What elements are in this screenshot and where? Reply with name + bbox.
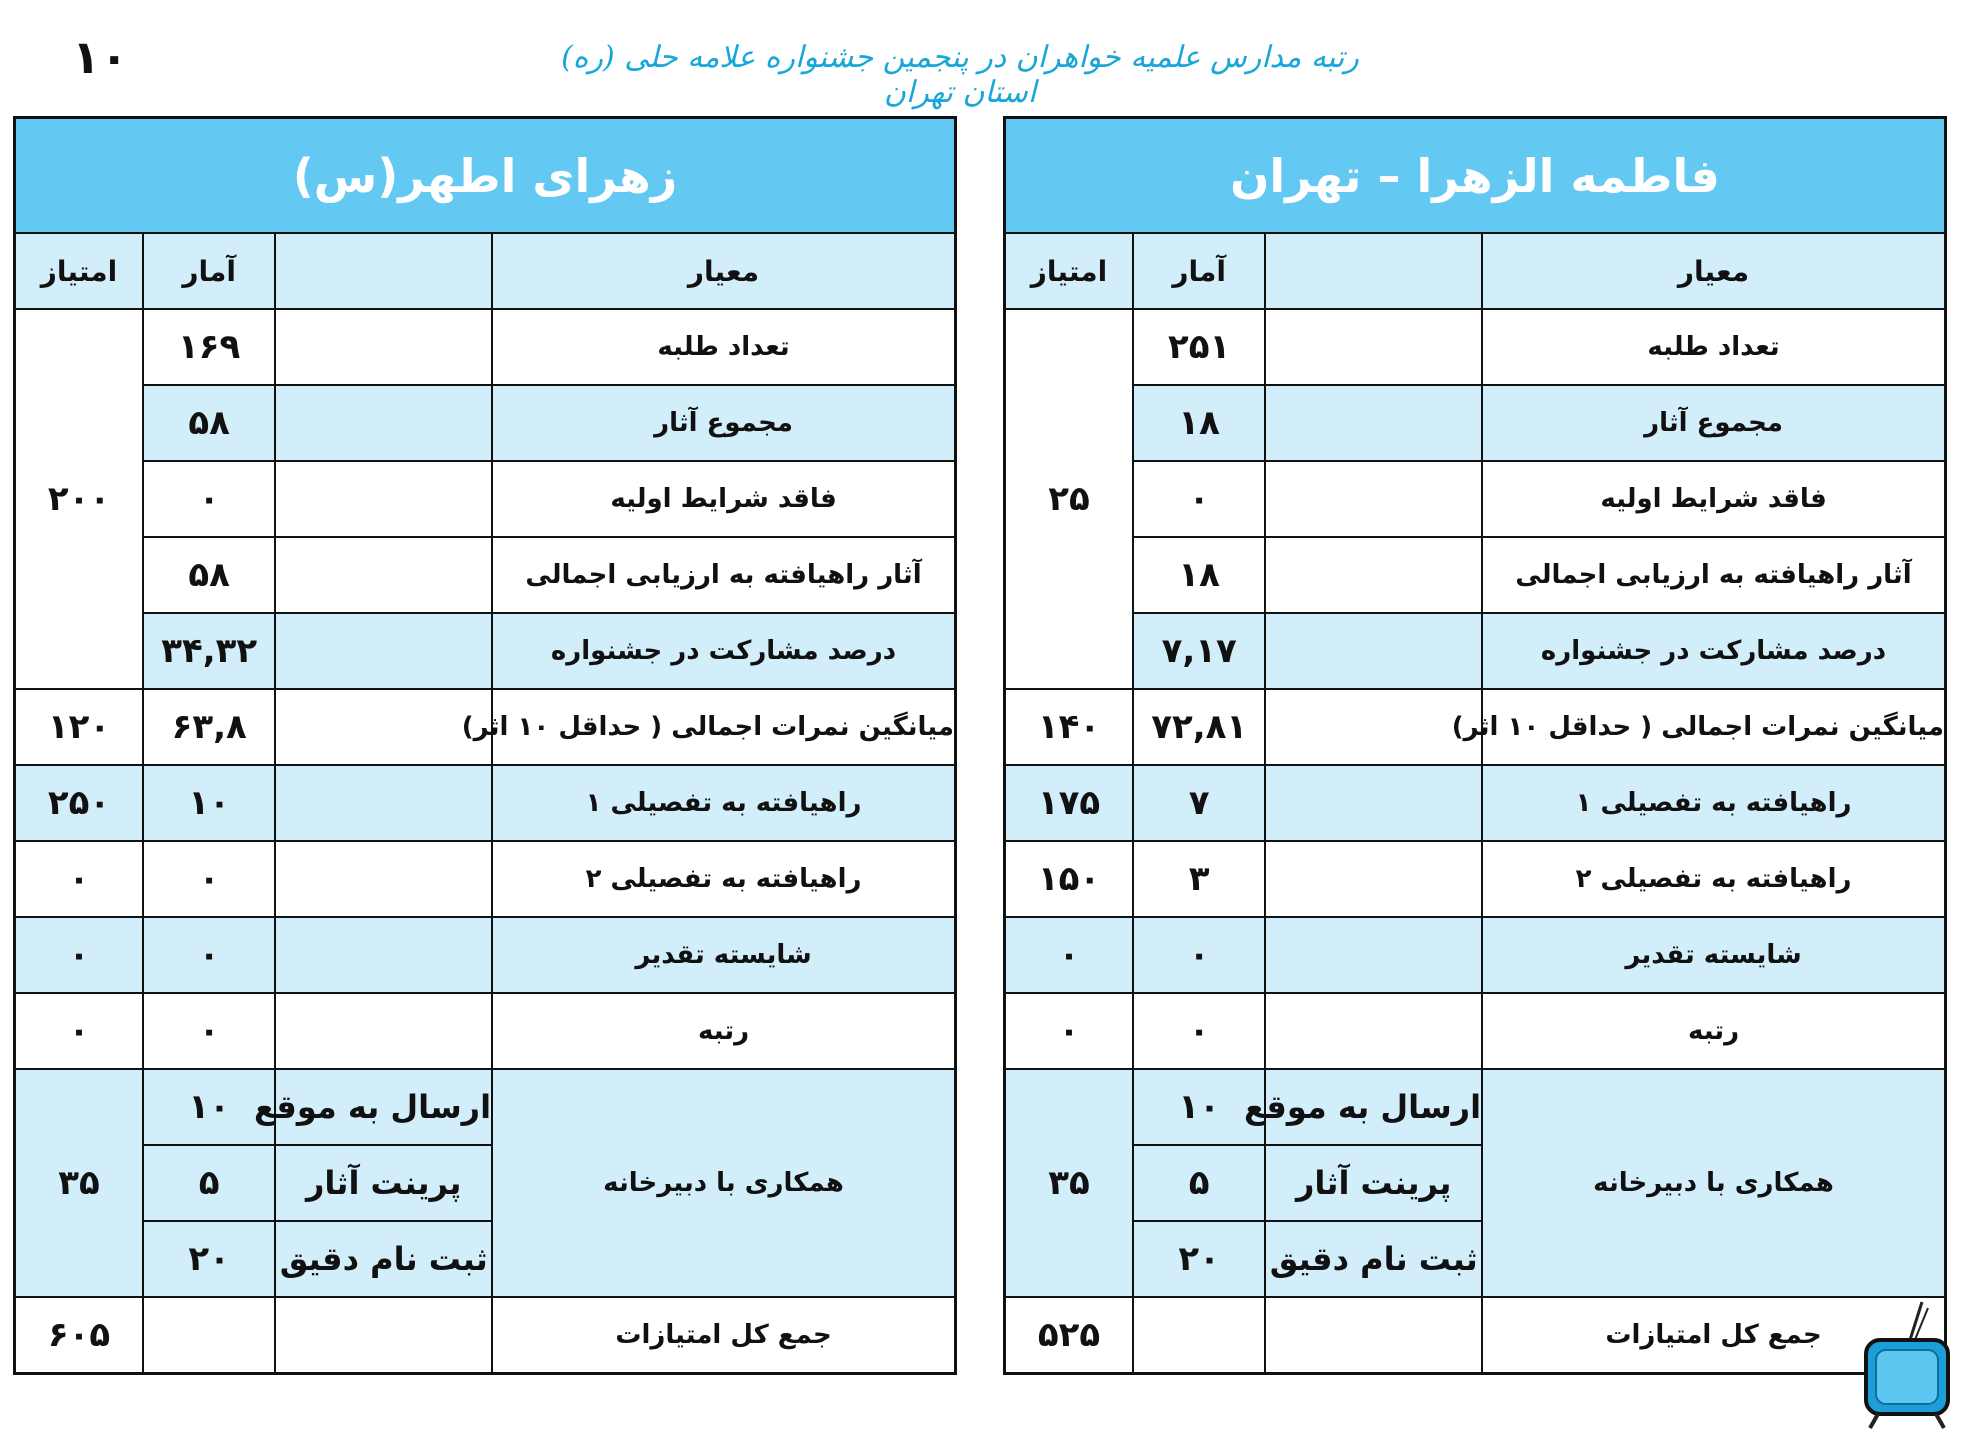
stat-value: ۳۴,۳۲ xyxy=(143,613,275,689)
row-merit xyxy=(1005,917,1946,993)
row-passed-summary xyxy=(15,537,956,613)
score-value: ۱۲۰ xyxy=(15,689,143,765)
score-value: ۰ xyxy=(15,993,143,1069)
stat-value: ۵ xyxy=(143,1145,275,1221)
row-label: فاقد شرایط اولیه xyxy=(1482,461,1945,537)
criterion-header: معیار xyxy=(1482,233,1945,309)
stat-value: ۰ xyxy=(143,993,275,1069)
stat-value: ۶۳,۸ xyxy=(143,689,275,765)
empty-cell xyxy=(1265,613,1482,689)
row-coop-send xyxy=(1005,1069,1946,1145)
row-label-cooperation: همکاری با دبیرخانه xyxy=(492,1069,955,1297)
total-score: ۶۰۵ xyxy=(15,1297,143,1373)
stat-value: ۵۸ xyxy=(143,537,275,613)
coop-sub-label: ارسال به موقع xyxy=(1265,1069,1482,1145)
empty-cell xyxy=(1265,917,1482,993)
row-label: درصد مشارکت در جشنواره xyxy=(1482,613,1945,689)
stat-value: ۳ xyxy=(1133,841,1265,917)
empty-cell xyxy=(275,309,492,385)
coop-sub-label: پرینت آثار xyxy=(1265,1145,1482,1221)
row-label: جمع کل امتیازات xyxy=(492,1297,955,1373)
row-participation xyxy=(1005,613,1946,689)
stat-value: ۲۰ xyxy=(1133,1221,1265,1297)
stat-value: ۱۰ xyxy=(143,765,275,841)
stat-value: ۰ xyxy=(143,461,275,537)
stat-value: ۵۸ xyxy=(143,385,275,461)
coop-score: ۳۵ xyxy=(1005,1069,1133,1297)
empty-cell xyxy=(1133,1297,1265,1373)
school-table-fatemeh-alzahra xyxy=(1003,116,1947,1375)
score-value: ۰ xyxy=(1005,917,1133,993)
row-label: راهیافته به تفصیلی ۱ xyxy=(492,765,955,841)
score-header: امتیاز xyxy=(15,233,143,309)
row-label: راهیافته به تفصیلی ۲ xyxy=(492,841,955,917)
row-rank xyxy=(15,993,956,1069)
row-label: آثار راهیافته به ارزیابی اجمالی xyxy=(1482,537,1945,613)
row-label: تعداد طلبه xyxy=(492,309,955,385)
row-label: میانگین نمرات اجمالی ( حداقل ۱۰ اثر) xyxy=(1482,689,1945,765)
row-label: رتبه xyxy=(492,993,955,1069)
row-not-eligible xyxy=(15,461,956,537)
row-label: میانگین نمرات اجمالی ( حداقل ۱۰ اثر) xyxy=(492,689,955,765)
empty-cell xyxy=(1265,537,1482,613)
tv-icon xyxy=(1862,1300,1952,1430)
row-summary-avg xyxy=(1005,689,1946,765)
coop-score: ۳۵ xyxy=(15,1069,143,1297)
stat-value: ۰ xyxy=(1133,917,1265,993)
row-label: مجموع آثار xyxy=(492,385,955,461)
stat-value: ۰ xyxy=(1133,461,1265,537)
score-value: ۰ xyxy=(15,917,143,993)
empty-cell xyxy=(1265,993,1482,1069)
score-value: ۰ xyxy=(1005,993,1133,1069)
row-total xyxy=(15,1297,956,1373)
score-value: ۰ xyxy=(15,841,143,917)
row-detailed1 xyxy=(1005,765,1946,841)
row-label: راهیافته به تفصیلی ۱ xyxy=(1482,765,1945,841)
empty-cell xyxy=(275,537,492,613)
empty-cell xyxy=(1265,309,1482,385)
group-score: ۲۵ xyxy=(1005,309,1133,689)
empty-cell xyxy=(1265,765,1482,841)
stat-value: ۱۸ xyxy=(1133,537,1265,613)
score-value: ۱۵۰ xyxy=(1005,841,1133,917)
page-number: ۱۰ xyxy=(72,30,129,84)
row-label: راهیافته به تفصیلی ۲ xyxy=(1482,841,1945,917)
stat-value: ۱۸ xyxy=(1133,385,1265,461)
sub-header-empty xyxy=(275,233,492,309)
row-detailed1 xyxy=(15,765,956,841)
stat-value: ۰ xyxy=(143,917,275,993)
coop-sub-label: پرینت آثار xyxy=(275,1145,492,1221)
empty-cell xyxy=(275,917,492,993)
score-header: امتیاز xyxy=(1005,233,1133,309)
header-row xyxy=(1005,233,1946,309)
score-value: ۱۴۰ xyxy=(1005,689,1133,765)
stat-value: ۱۰ xyxy=(143,1069,275,1145)
stat-value: ۰ xyxy=(1133,993,1265,1069)
group-score: ۲۰۰ xyxy=(15,309,143,689)
stat-value: ۵ xyxy=(1133,1145,1265,1221)
row-summary-avg xyxy=(15,689,956,765)
stat-value: ۷ xyxy=(1133,765,1265,841)
row-label: فاقد شرایط اولیه xyxy=(492,461,955,537)
school-title: فاطمه الزهرا – تهران xyxy=(1005,118,1946,234)
stat-value: ۷,۱۷ xyxy=(1133,613,1265,689)
row-label: تعداد طلبه xyxy=(1482,309,1945,385)
row-label: درصد مشارکت در جشنواره xyxy=(492,613,955,689)
row-label: مجموع آثار xyxy=(1482,385,1945,461)
row-total-works xyxy=(15,385,956,461)
score-value: ۱۷۵ xyxy=(1005,765,1133,841)
stat-value: ۰ xyxy=(143,841,275,917)
empty-cell xyxy=(1265,841,1482,917)
stat-value: ۱۰ xyxy=(1133,1069,1265,1145)
row-not-eligible xyxy=(1005,461,1946,537)
page-header: رتبه مدارس علمیه خواهران در پنجمین جشنواره علامه حلی (ره) استان تهران xyxy=(561,40,1359,110)
school-title: زهرای اطهر(س) xyxy=(15,118,956,234)
empty-cell xyxy=(275,461,492,537)
row-detailed2 xyxy=(15,841,956,917)
row-students xyxy=(1005,309,1946,385)
empty-cell xyxy=(275,689,492,765)
coop-sub-label: ارسال به موقع xyxy=(275,1069,492,1145)
row-label: رتبه xyxy=(1482,993,1945,1069)
coop-sub-label: ثبت نام دقیق xyxy=(275,1221,492,1297)
empty-cell xyxy=(275,385,492,461)
row-label: جمع کل امتیازات xyxy=(1482,1297,1945,1373)
header-row xyxy=(15,233,956,309)
sub-header-empty xyxy=(1265,233,1482,309)
empty-cell xyxy=(275,765,492,841)
criterion-header: معیار xyxy=(492,233,955,309)
empty-cell xyxy=(275,1297,492,1373)
row-rank xyxy=(1005,993,1946,1069)
row-detailed2 xyxy=(1005,841,1946,917)
empty-cell xyxy=(143,1297,275,1373)
empty-cell xyxy=(275,613,492,689)
stat-value: ۲۵۱ xyxy=(1133,309,1265,385)
empty-cell xyxy=(1265,1297,1482,1373)
stat-value: ۲۰ xyxy=(143,1221,275,1297)
row-participation xyxy=(15,613,956,689)
stat-value: ۷۲,۸۱ xyxy=(1133,689,1265,765)
row-total xyxy=(1005,1297,1946,1373)
row-coop-send xyxy=(15,1069,956,1145)
stat-value: ۱۶۹ xyxy=(143,309,275,385)
stats-header: آمار xyxy=(1133,233,1265,309)
row-students xyxy=(15,309,956,385)
empty-cell xyxy=(275,993,492,1069)
row-passed-summary xyxy=(1005,537,1946,613)
empty-cell xyxy=(1265,461,1482,537)
row-total-works xyxy=(1005,385,1946,461)
school-table-zahra-athar xyxy=(13,116,957,1375)
empty-cell xyxy=(275,841,492,917)
coop-sub-label: ثبت نام دقیق xyxy=(1265,1221,1482,1297)
row-label-cooperation: همکاری با دبیرخانه xyxy=(1482,1069,1945,1297)
empty-cell xyxy=(1265,385,1482,461)
row-label: آثار راهیافته به ارزیابی اجمالی xyxy=(492,537,955,613)
total-score: ۵۲۵ xyxy=(1005,1297,1133,1373)
empty-cell xyxy=(1265,689,1482,765)
stats-header: آمار xyxy=(143,233,275,309)
row-label: شایسته تقدیر xyxy=(492,917,955,993)
row-label: شایسته تقدیر xyxy=(1482,917,1945,993)
row-merit xyxy=(15,917,956,993)
score-value: ۲۵۰ xyxy=(15,765,143,841)
